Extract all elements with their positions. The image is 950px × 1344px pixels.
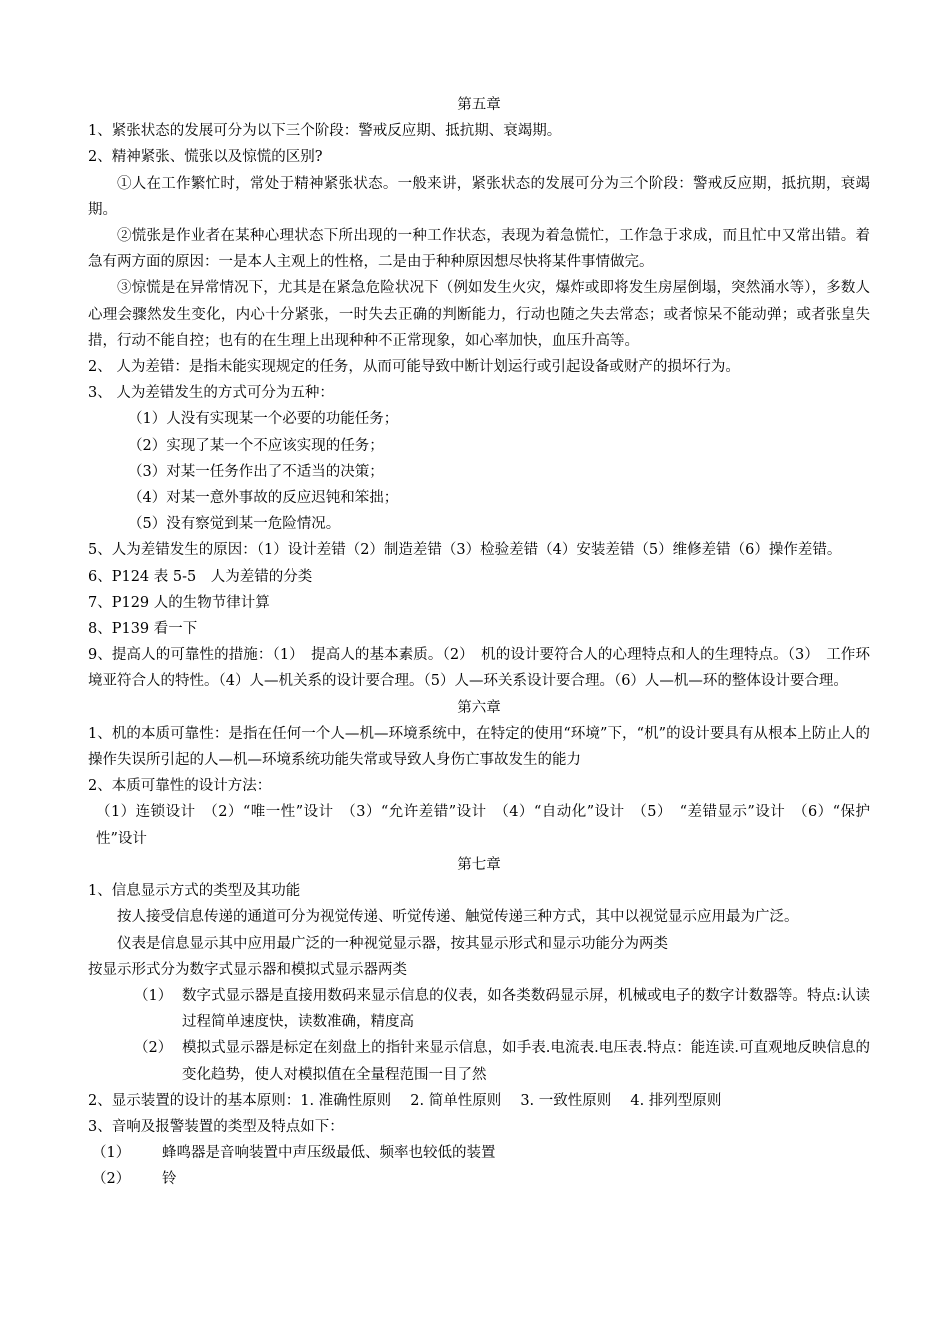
chapter-7-title: 第七章 [457,856,501,873]
chapter-5-title: 第五章 [457,97,501,113]
ch5-mode-1: （1）人没有实现某一个必要的功能任务； [128,411,399,428]
ch7-paragraph-1: 按人接受信息传递的通道可分为视觉传递、听觉传递、触觉传递三种方式，其中以视觉显示应用最为广泛。 [117,909,799,926]
ch7-line-4: 3、音响及报警装置的类型及特点如下： [88,1118,344,1135]
ch7-alarm-item-1 [92,1140,870,1166]
list-number: （2） [134,1040,173,1057]
ch6-methods: （1）连锁设计 （2）“唯一性”设计 （3）“允许差错”设计 （4）“自动化”设计 （5） “差错显示”设计 （6）“保护性”设计 [96,804,870,847]
ch7-line-1: 1、信息显示方式的类型及其功能 [88,883,301,900]
list-text: 蜂鸣器是音响装置中声压级最低、频率也较低的装置 [162,1145,496,1162]
ch7-line-2: 按显示形式分为数字式显示器和模拟式显示器两类 [88,961,407,978]
ch5-line-7: 7、P129 人的生物节律计算 [88,594,270,611]
ch7-display-item-1 [134,983,870,1035]
ch5-line-9: 9、提高人的可靠性的措施：（1） 提高人的基本素质。（2） 机的设计要符合人的心理特点和人的生理特点。（3） 工作环境亚符合人的特性。（4）人—机关系的设计要合理。（5）人—环关系设计要合理。（6）人—机—环的整体设计要合理。 [88,647,870,690]
ch5-mode-4: （4）对某一意外事故的反应迟钝和笨拙； [128,490,399,507]
ch5-paragraph-1: ①人在工作繁忙时，常处于精神紧张状态。一般来讲，紧张状态的发展可分为三个阶段：警戒反应期，抵抗期，衰竭期。 [88,175,870,218]
ch5-line-1: 1、紧张状态的发展可分为以下三个阶段：警戒反应期、抵抗期、衰竭期。 [88,123,562,140]
chapter-6-title: 第六章 [457,699,501,716]
ch5-line-6: 6、P124 表 5-5 人为差错的分类 [88,568,313,585]
ch5-line-4: 3、 人为差错发生的方式可分为五种： [88,385,334,402]
ch5-mode-5: （5）没有察觉到某一危险情况。 [128,516,341,533]
ch6-line-2: 2、本质可靠性的设计方法： [88,778,272,795]
list-number: （1） [134,987,173,1004]
ch5-line-2: 2、精神紧张、慌张以及惊慌的区别? [88,149,323,166]
ch7-paragraph-2: 仪表是信息显示其中应用最广泛的一种视觉显示器，按其显示形式和显示功能分为两类 [117,935,668,952]
ch5-line-5: 5、人为差错发生的原因：（1）设计差错（2）制造差错（3）检验差错（4）安装差错（5）维修差错（6）操作差错。 [88,542,842,559]
list-text: 铃 [162,1171,177,1188]
list-number: （1） [92,1145,131,1162]
ch5-line-8: 8、P139 看一下 [88,621,198,638]
list-text: 数字式显示器是直接用数码来显示信息的仪表，如各类数码显示屏，机械或电子的数字计数器等。特点:认读过程简单速度快，读数准确，精度高 [182,987,870,1031]
ch5-paragraph-3: ③惊慌是在异常情况下，尤其是在紧急危险状况下（例如发生火灾，爆炸或即将发生房屋倒塌，突然涌水等），多数人心理会骤然发生变化，内心十分紧张，一时失去正确的判断能力，行动也随之失去常态；或者惊呆不能动弹；或者张皇失措，行动不能自控；也有的在生理上出现种种不正常现象，如心率加快，血压升高等。 [88,280,870,349]
ch7-alarm-item-2 [92,1166,870,1192]
list-text: 模拟式显示器是标定在刻盘上的指针来显示信息，如手表.电流表.电压表.特点：能连读.可直观地反映信息的变化趋势，使人对模拟值在全量程范围一目了然 [182,1040,870,1083]
ch5-mode-2: （2）实现了某一个不应该实现的任务； [128,437,384,454]
ch5-line-3: 2、 人为差错：是指未能实现规定的任务，从而可能导致中断计划运行或引起设备或财产的损坏行为。 [88,359,740,376]
list-number: （2） [92,1171,131,1188]
ch5-mode-3: （3）对某一任务作出了不适当的决策； [128,463,384,480]
ch7-line-3: 2、显示装置的设计的基本原则：1. 准确性原则 2. 简单性原则 3. 一致性原则 4. 排列型原则 [88,1092,722,1109]
ch5-paragraph-2: ②慌张是作业者在某种心理状态下所出现的一种工作状态，表现为着急慌忙，工作急于求成，而且忙中又常出错。着急有两方面的原因：一是本人主观上的性格，二是由于种种原因想尽快将某件事情做完。 [88,228,870,271]
ch6-line-1: 1、机的本质可靠性：是指在任何一个人—机—环境系统中，在特定的使用“环境”下，“机”的设计要具有从根本上防止人的操作失误所引起的人—机—环境系统功能失常或导致人身伤亡事故发生的能力 [88,725,870,769]
ch7-display-item-2 [134,1035,870,1087]
